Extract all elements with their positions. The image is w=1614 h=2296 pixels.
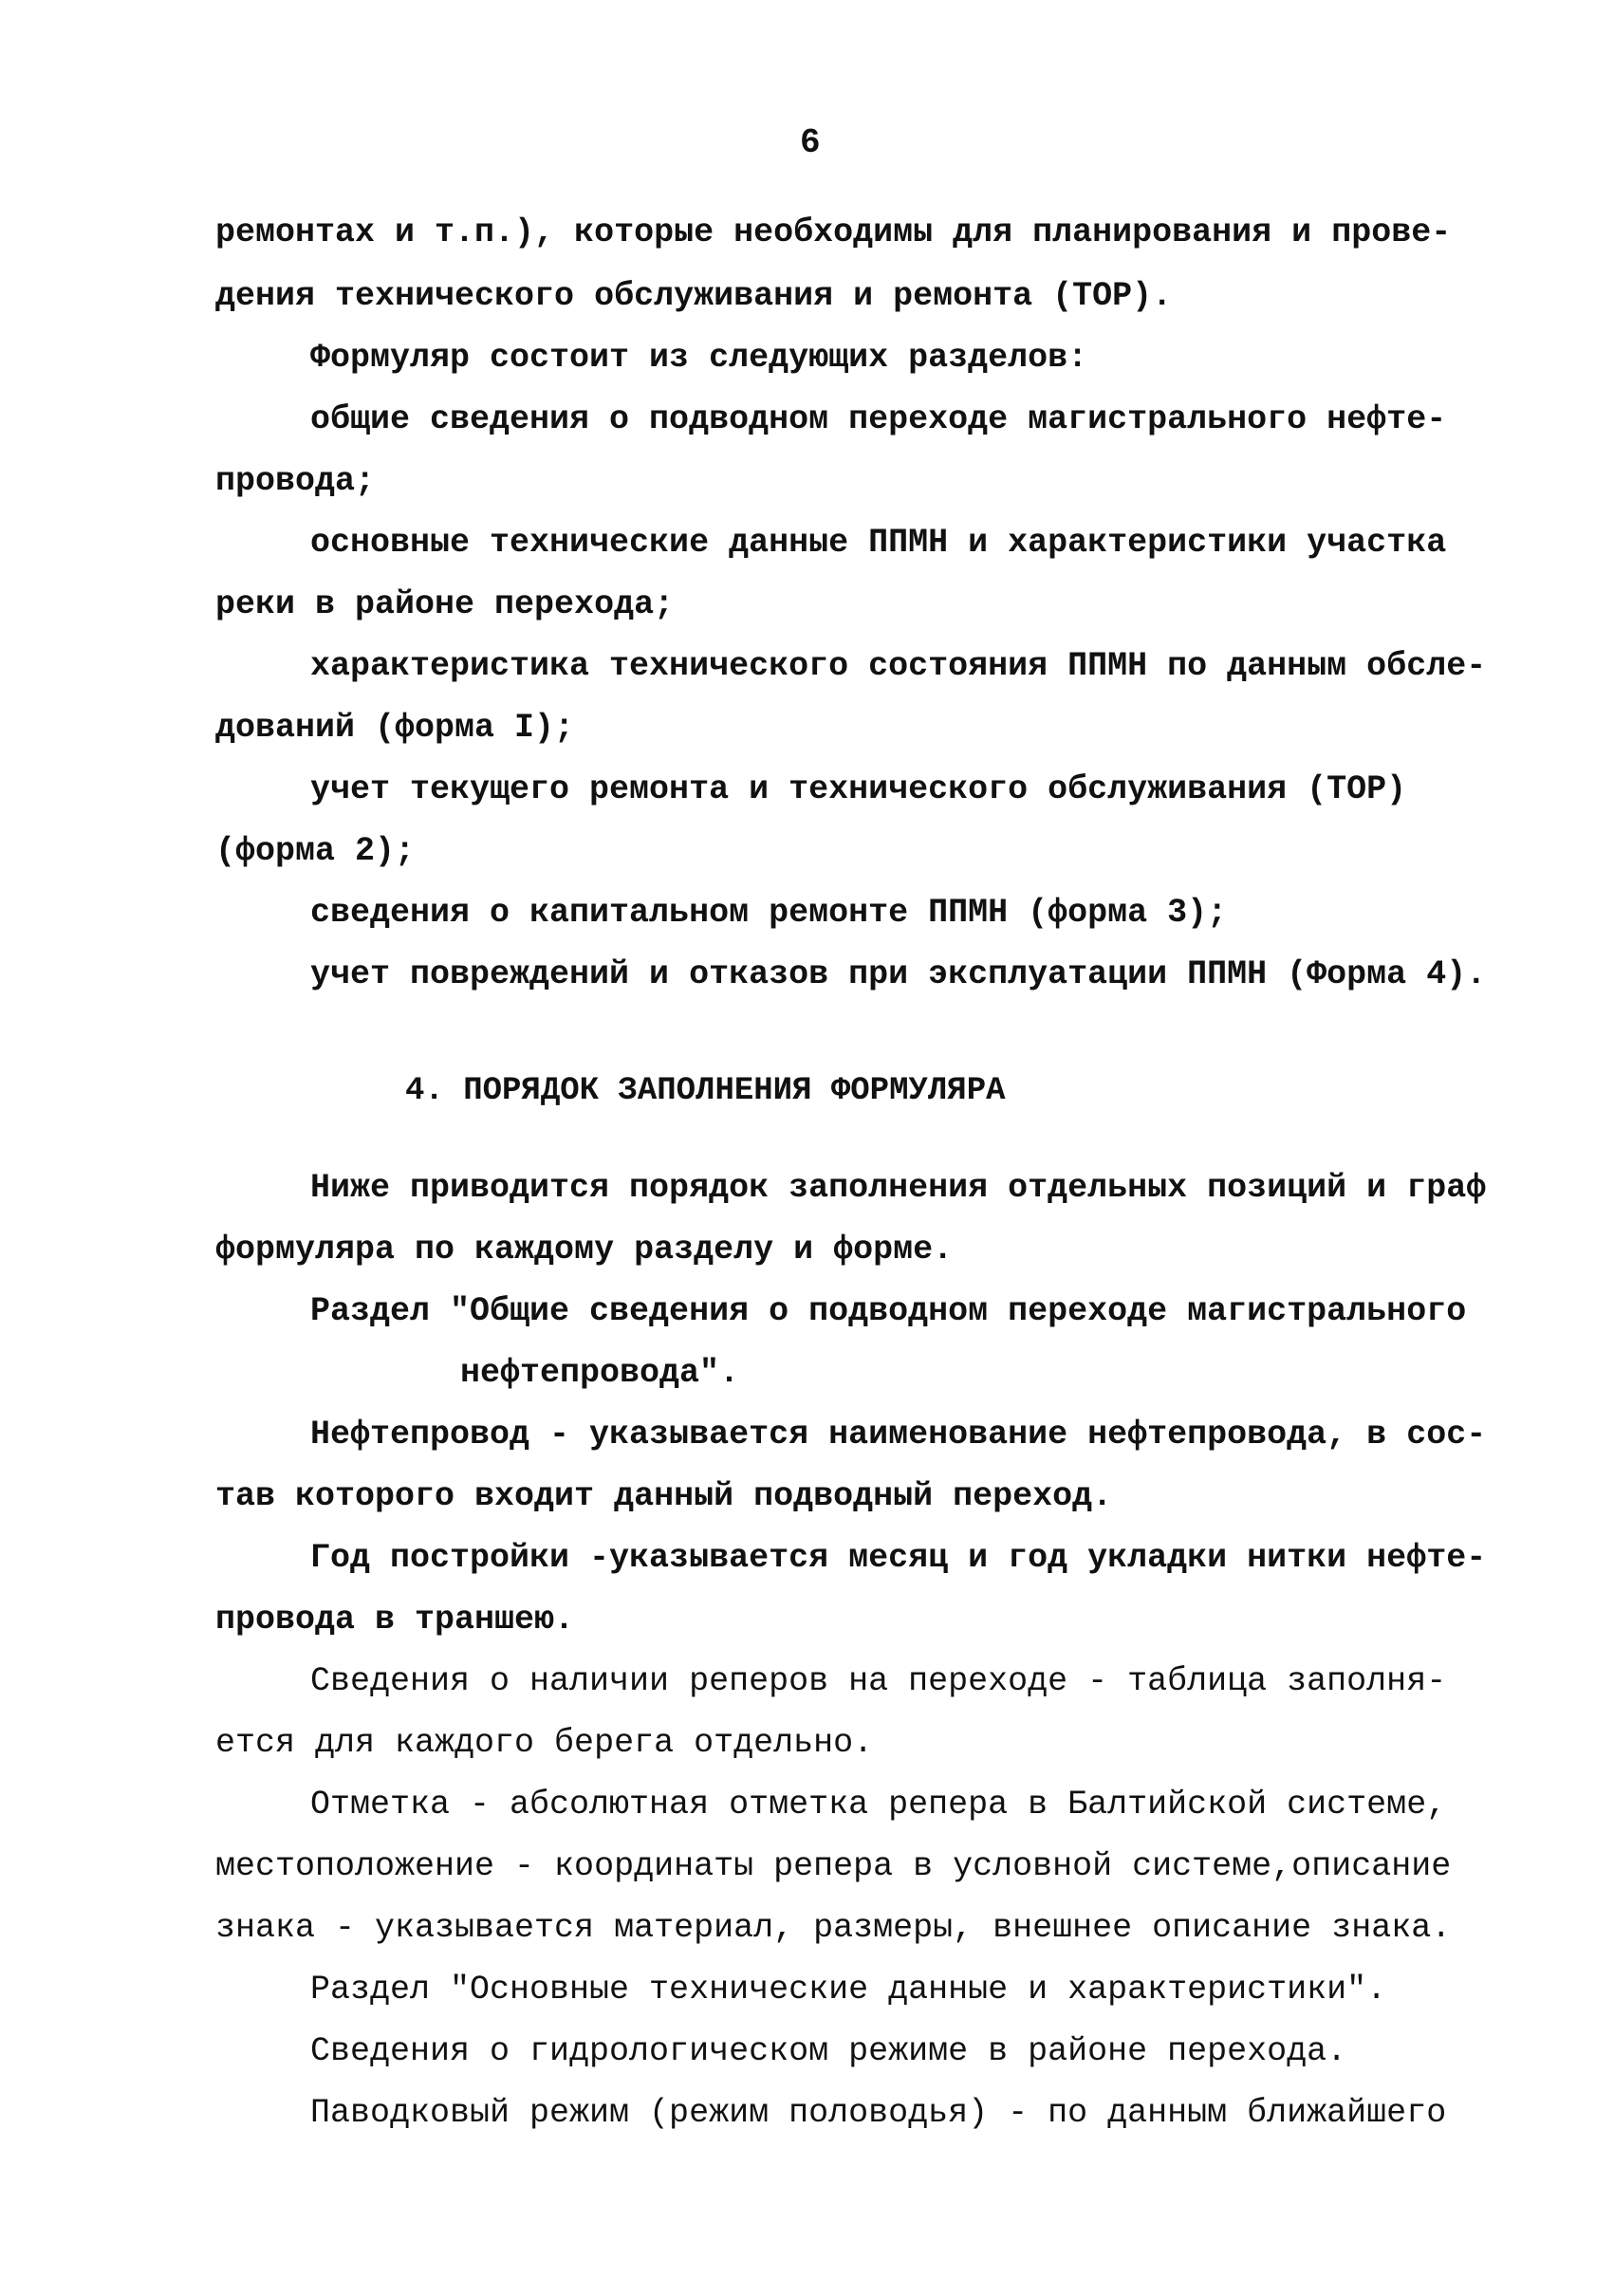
text-line: провода; [215,462,376,500]
text-line: основные технические данные ППМН и характеристики участка [310,524,1447,562]
text-line: учет текущего ремонта и технического обслуживания (ТОР) [310,770,1407,808]
text-line: тав которого входит данный подводный переход. [215,1477,1113,1515]
text-line: ется для каждого берега отдельно. [215,1724,874,1762]
text-line: Паводковый режим (режим половодья) - по данным ближайшего [310,2094,1447,2132]
text-line: формуляра по каждому разделу и форме. [215,1231,954,1268]
page-number: 6 [800,123,821,162]
text-line: местоположение - координаты репера в условной системе,описание [215,1847,1452,1885]
text-line: Раздел "Общие сведения о подводном переходе магистрального [310,1292,1467,1330]
text-line: нефтепровода". [460,1354,740,1392]
text-line: ремонтах и т.п.), которые необходимы для планирования и прове- [215,213,1452,251]
text-line: Формуляр состоит из следующих разделов: [310,339,1088,377]
section-heading: 4. ПОРЯДОК ЗАПОЛНЕНИЯ ФОРМУЛЯРА [405,1073,1006,1109]
text-line: Сведения о наличии реперов на переходе - таблица заполня- [310,1662,1447,1700]
text-line: Отметка - абсолютная отметка репера в Балтийской системе, [310,1786,1447,1824]
text-line: Нефтепровод - указывается наименование нефтепровода, в сос- [310,1416,1487,1454]
text-line: (форма 2); [215,832,416,870]
text-line: дований (форма I); [215,709,575,747]
text-line: характеристика технического состояния ППМН по данным обсле- [310,647,1487,685]
text-line: провода в траншею. [215,1601,575,1639]
text-line: сведения о капитальном ремонте ППМН (форма 3); [310,894,1228,932]
text-line: Ниже приводится порядок заполнения отдельных позиций и граф [310,1169,1487,1207]
text-line: дения технического обслуживания и ремонта (ТОР). [215,277,1173,315]
text-line: Год постройки -указывается месяц и год укладки нитки нефте- [310,1539,1487,1577]
text-line: Раздел "Основные технические данные и характеристики". [310,1971,1387,2009]
text-line: Сведения о гидрологическом режиме в районе перехода. [310,2032,1347,2070]
text-line: общие сведения о подводном переходе магистрального нефте- [310,400,1447,438]
text-line: учет повреждений и отказов при эксплуатации ППМН (Форма 4). [310,955,1487,993]
text-line: реки в районе перехода; [215,585,675,623]
text-line: знака - указывается материал, размеры, внешнее описание знака. [215,1909,1452,1947]
